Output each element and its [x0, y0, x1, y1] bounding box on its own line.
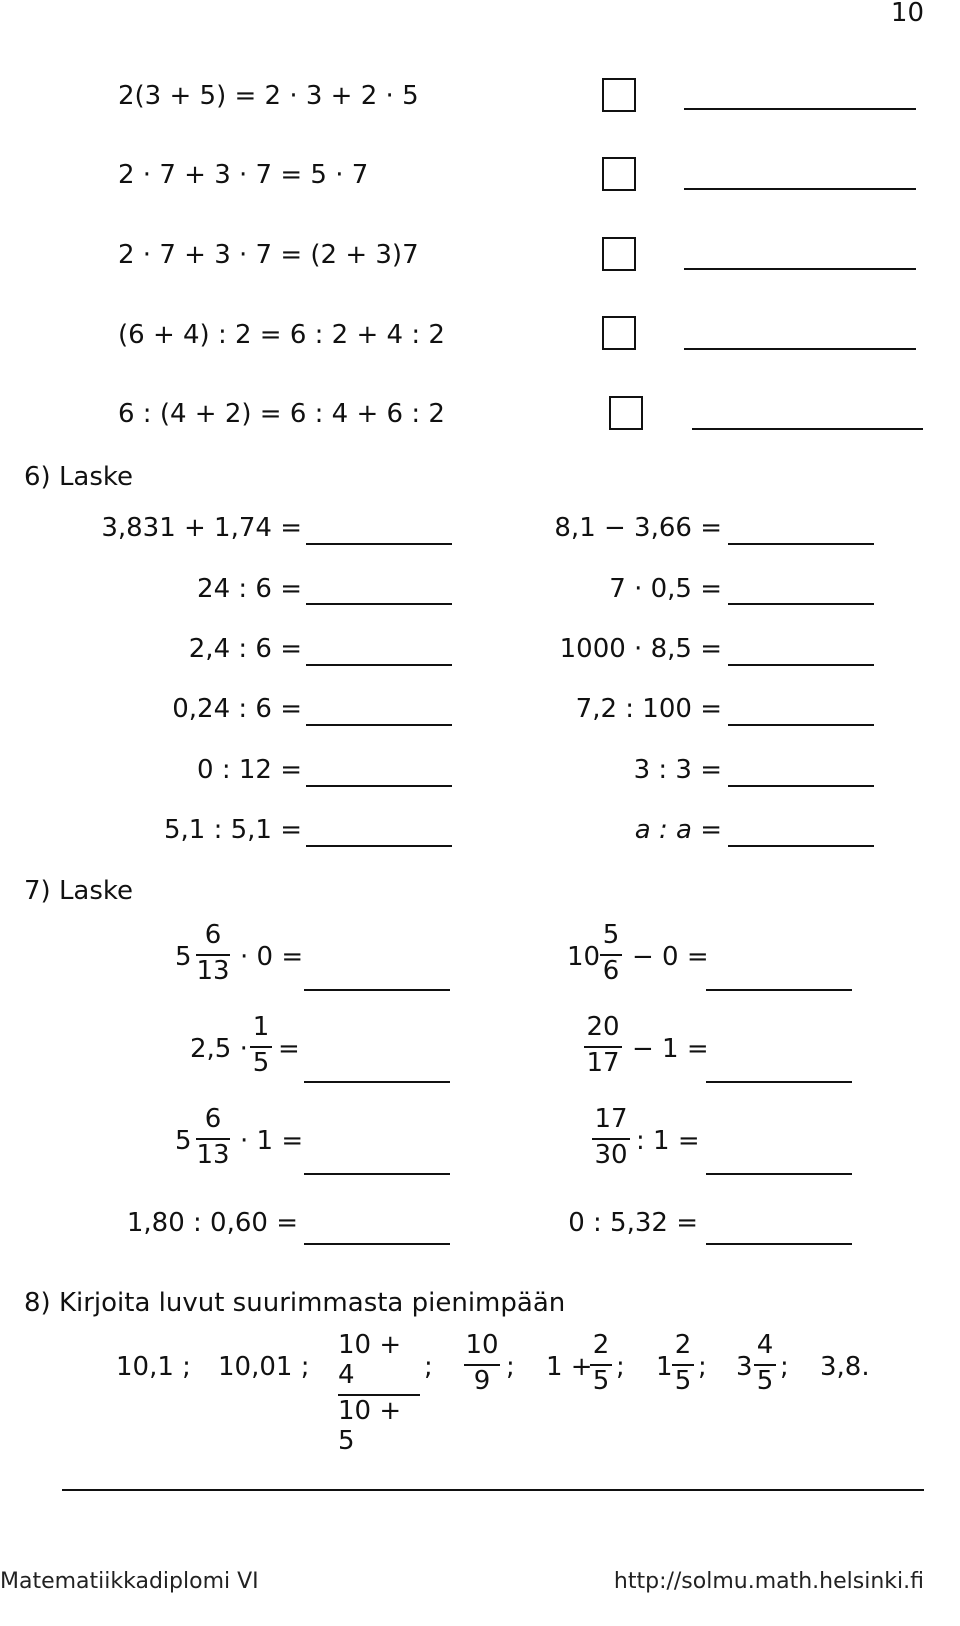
answer-line[interactable]	[706, 1081, 852, 1083]
answer-line[interactable]	[304, 1081, 450, 1083]
fraction-denominator: 13	[196, 1140, 230, 1170]
footer-url: http://solmu.math.helsinki.fi	[613, 1569, 924, 1594]
separator: ;	[616, 1352, 625, 1382]
fraction-denominator: 13	[196, 956, 230, 986]
number-item: 10,01 ;	[218, 1352, 310, 1382]
expression-tail: : 1 =	[636, 1126, 700, 1156]
fraction	[584, 1012, 622, 1078]
fraction	[196, 1104, 230, 1170]
answer-line[interactable]	[304, 989, 450, 991]
fraction-numerator: 10 + 4	[338, 1330, 402, 1390]
fraction	[600, 920, 622, 986]
q6-left-expression: 3,831 + 1,74 =	[101, 513, 302, 543]
expression-tail: · 0 =	[240, 942, 304, 972]
answer-line[interactable]	[728, 724, 874, 726]
answer-line[interactable]	[306, 664, 452, 666]
expression-tail: − 1 =	[632, 1034, 709, 1064]
identity-expression: 6 : (4 + 2) = 6 : 4 + 6 : 2	[118, 399, 445, 429]
answer-line[interactable]	[728, 845, 874, 847]
fraction	[196, 920, 230, 986]
identity-expression: 2 · 7 + 3 · 7 = (2 + 3)7	[118, 240, 419, 270]
expression-prefix: 2,5 ·	[190, 1034, 248, 1064]
question-8-label: 8) Kirjoita luvut suurimmasta pienimpään	[24, 1288, 566, 1318]
separator: ;	[780, 1352, 789, 1382]
fraction-denominator: 9	[473, 1366, 491, 1396]
expression-tail: − 0 =	[632, 942, 709, 972]
answer-line[interactable]	[306, 603, 452, 605]
separator: ;	[506, 1352, 515, 1382]
answer-checkbox[interactable]	[602, 316, 636, 350]
fraction-denominator: 5	[592, 1366, 610, 1396]
answer-line[interactable]	[306, 785, 452, 787]
answer-line[interactable]	[684, 188, 916, 190]
fraction-numerator: 10	[465, 1330, 499, 1360]
page-number: 10	[890, 0, 924, 28]
fraction-numerator: 1	[252, 1012, 270, 1042]
fraction-denominator: 5	[674, 1366, 692, 1396]
fraction-numerator: 6	[204, 920, 222, 950]
separator: ;	[698, 1352, 707, 1382]
answer-line[interactable]	[728, 664, 874, 666]
q6-right-expression: 8,1 − 3,66 =	[554, 513, 722, 543]
identity-expression: 2 · 7 + 3 · 7 = 5 · 7	[118, 160, 369, 190]
mixed-number-whole: 3	[736, 1352, 753, 1382]
fraction	[592, 1104, 630, 1170]
q6-right-expression: 3 : 3 =	[633, 755, 722, 785]
mixed-number-whole: 5	[175, 1126, 192, 1156]
expression-tail: =	[278, 1034, 300, 1064]
answer-checkbox[interactable]	[602, 237, 636, 271]
q7-right-expression: 0 : 5,32 =	[568, 1208, 698, 1238]
question-7-label: 7) Laske	[24, 876, 134, 906]
fraction-numerator: 4	[756, 1330, 774, 1360]
fraction-denominator: 10 + 5	[338, 1396, 402, 1456]
fraction	[754, 1330, 776, 1396]
q6-right-expression: 7,2 : 100 =	[575, 694, 722, 724]
answer-line[interactable]	[706, 1243, 852, 1245]
q7-left-expression: 1,80 : 0,60 =	[126, 1208, 298, 1238]
q6-right-expression: 1000 · 8,5 =	[559, 634, 722, 664]
identity-expression: (6 + 4) : 2 = 6 : 2 + 4 : 2	[118, 320, 445, 350]
footer-title: Matematiikkadiplomi VI	[0, 1569, 259, 1594]
fraction	[250, 1012, 272, 1078]
q6-right-expression: 7 · 0,5 =	[609, 574, 722, 604]
fraction-denominator: 30	[594, 1140, 628, 1170]
expression-tail: · 1 =	[240, 1126, 304, 1156]
answer-line[interactable]	[62, 1489, 924, 1491]
question-6-label: 6) Laske	[24, 462, 134, 492]
fraction-numerator: 6	[204, 1104, 222, 1134]
fraction-denominator: 5	[252, 1048, 270, 1078]
answer-line[interactable]	[306, 724, 452, 726]
answer-checkbox[interactable]	[602, 157, 636, 191]
fraction-numerator: 2	[592, 1330, 610, 1360]
q6-left-expression: 2,4 : 6 =	[188, 634, 302, 664]
q6-left-expression: 24 : 6 =	[197, 574, 302, 604]
fraction	[672, 1330, 694, 1396]
identity-expression: 2(3 + 5) = 2 · 3 + 2 · 5	[118, 81, 419, 111]
q6-left-expression: 5,1 : 5,1 =	[163, 815, 302, 845]
answer-line[interactable]	[706, 989, 852, 991]
q6-right-expression: a : a =	[634, 815, 722, 845]
answer-line[interactable]	[306, 543, 452, 545]
answer-checkbox[interactable]	[602, 78, 636, 112]
q6-left-expression: 0 : 12 =	[197, 755, 302, 785]
answer-line[interactable]	[706, 1173, 852, 1175]
fraction	[590, 1330, 612, 1396]
fraction-denominator: 6	[602, 956, 620, 986]
expression-prefix: 1 +	[546, 1352, 593, 1382]
answer-line[interactable]	[684, 268, 916, 270]
fraction-numerator: 2	[674, 1330, 692, 1360]
number-item: 3,8.	[820, 1352, 870, 1382]
fraction	[338, 1330, 420, 1456]
fraction-numerator: 5	[602, 920, 620, 950]
answer-checkbox[interactable]	[609, 396, 643, 430]
answer-line[interactable]	[684, 348, 916, 350]
answer-line[interactable]	[692, 428, 923, 430]
answer-line[interactable]	[306, 845, 452, 847]
q6-left-expression: 0,24 : 6 =	[172, 694, 302, 724]
fraction-numerator: 20	[586, 1012, 620, 1042]
answer-line[interactable]	[304, 1173, 450, 1175]
fraction	[464, 1330, 500, 1396]
mixed-number-whole: 10	[567, 942, 601, 972]
fraction-denominator: 5	[756, 1366, 774, 1396]
number-item: 10,1 ;	[116, 1352, 191, 1382]
answer-line[interactable]	[728, 785, 874, 787]
separator: ;	[424, 1352, 433, 1382]
answer-line[interactable]	[728, 543, 874, 545]
mixed-number-whole: 5	[175, 942, 192, 972]
fraction-numerator: 17	[594, 1104, 628, 1134]
answer-line[interactable]	[304, 1243, 450, 1245]
answer-line[interactable]	[684, 108, 916, 110]
answer-line[interactable]	[728, 603, 874, 605]
fraction-denominator: 17	[586, 1048, 620, 1078]
mixed-number-whole: 1	[656, 1352, 673, 1382]
